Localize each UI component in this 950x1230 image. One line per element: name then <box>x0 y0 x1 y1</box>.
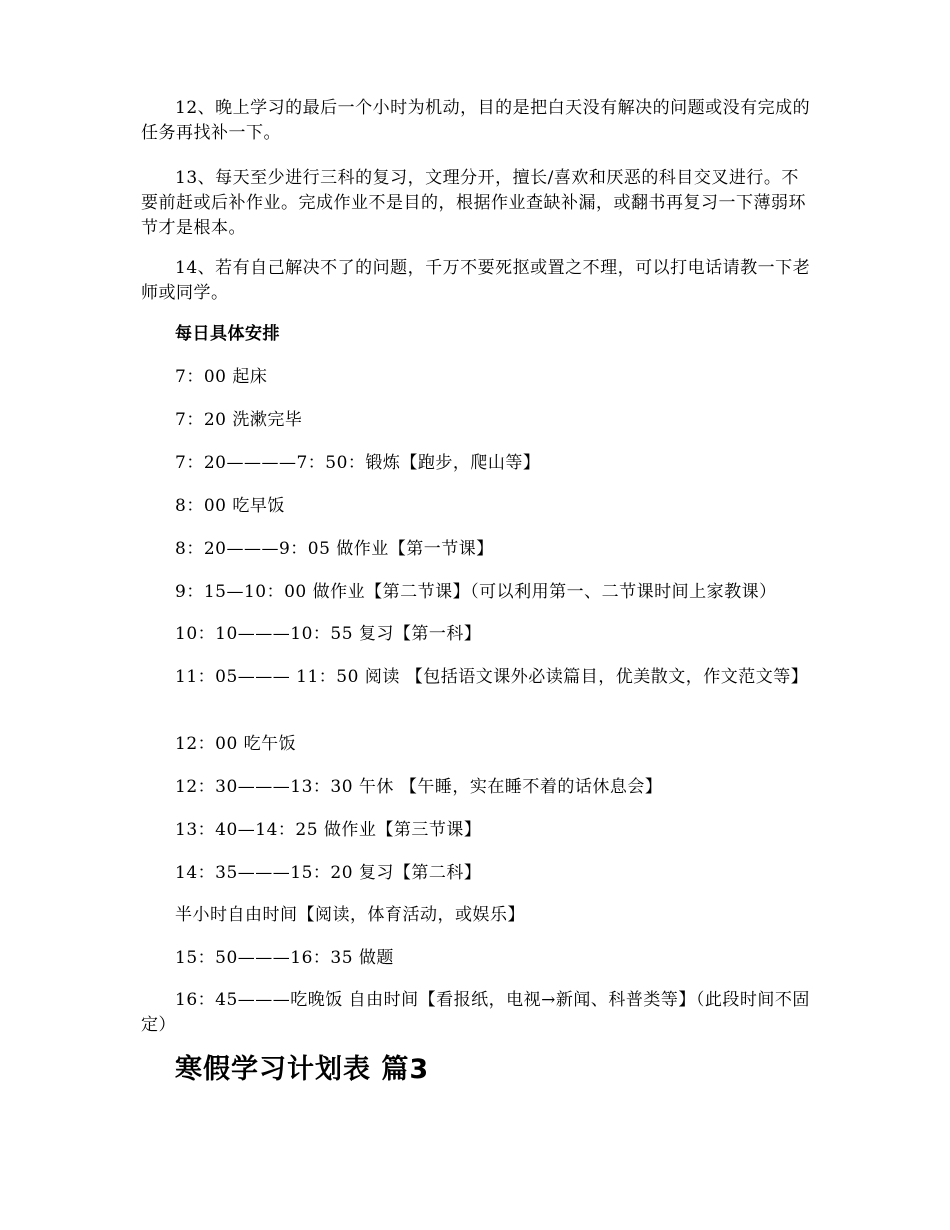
schedule-subheading: 每日具体安排 <box>175 324 280 344</box>
schedule-item: 13：40—14：25 做作业【第三节课】 <box>175 820 482 840</box>
schedule-item: 9：15—10：00 做作业【第二节课】（可以利用第一、二节课时间上家教课） <box>175 582 777 602</box>
paragraph-13: 13、每天至少进行三科的复习，文理分开，擅长/喜欢和厌恶的科目交叉进行。不要前赶或后补作业。完成作业不是目的，根据作业查缺补漏，或翻书再复习一下薄弱环节才是根本。 <box>141 168 806 238</box>
schedule-item: 7：20————7：50：锻炼【跑步，爬山等】 <box>175 453 541 473</box>
schedule-item: 14：35———15：20 复习【第二科】 <box>175 863 482 883</box>
schedule-item: 11：05——— 11：50 阅读 【包括语文课外必读篇目，优美散文，作文范文等】 <box>175 667 809 687</box>
schedule-item: 8：20———9：05 做作业【第一节课】 <box>175 539 494 559</box>
schedule-item: 12：00 吃午饭 <box>175 734 297 754</box>
schedule-item: 8：00 吃早饭 <box>175 496 285 516</box>
schedule-item: 半小时自由时间【阅读，体育活动，或娱乐】 <box>175 905 525 925</box>
paragraph-14: 14、若有自己解决不了的问题，千万不要死抠或置之不理，可以打电话请教一下老师或同学。 <box>141 258 811 303</box>
schedule-item: 7：20 洗漱完毕 <box>175 410 303 430</box>
schedule-item: 10：10———10：55 复习【第一科】 <box>175 624 482 644</box>
paragraph-12: 12、晚上学习的最后一个小时为机动，目的是把白天没有解决的问题或没有完成的任务再找补一下。 <box>141 98 811 143</box>
schedule-item: 16：45———吃晚饭 自由时间【看报纸，电视→新闻、科普类等】（此段时间不固定） <box>141 990 810 1035</box>
schedule-item: 12：30———13：30 午休 【午睡，实在睡不着的话休息会】 <box>175 777 663 797</box>
schedule-item: 7：00 起床 <box>175 367 268 387</box>
section-heading: 寒假学习计划表 篇3 <box>175 1054 430 1085</box>
schedule-item: 15：50———16：35 做题 <box>175 948 394 968</box>
